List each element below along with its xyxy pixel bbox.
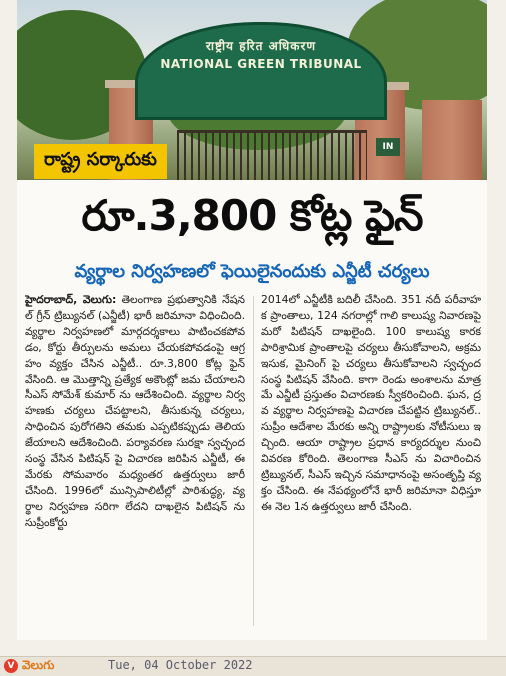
tribunal-arch-sign [135, 22, 387, 120]
velugu-logo-icon: V [4, 659, 18, 673]
column-divider [253, 296, 254, 626]
left-column-text: తెలంగాణ ప్రభుత్వానికి నేషనల్ గ్రీన్ ట్రిబ్యునల్ (ఎన్జీటీ) భారీ జరిమానా విధించింది. వ్యర్థాల నిర్వహణలో మార్గదర్శకాలు పాటించకపోవడం, కోర్టు తీర్పులను అమలు చేయకపోవడంపై ఆగ్రహం వ్యక్తం చేసిన ఎన్జీటీ.. రూ.3,800 కోట్ల ఫైన్ వేసింది. ఆ మొత్తాన్ని ప్రత్యేక అకౌంట్లో జమ చేయాలని సీఎస్ సోమేశ్ కుమార్ ను ఆదేశించింది. వ్యర్థాల నిర్వహణకు చర్యలు చేపట్టాలని, తీసుకున్న చర్యలు, సాధించిన పురోగతిని తమకు ఎప్పటికప్పుడు తెలియజేయాలని ఆదేశించింది. పర్యావరణ సురక్షా స్వచ్ఛంద సంస్థ వేసిన పిటిషన్ పై విచారణ జరిపిన ఎన్జీటీ, ఈ మేరకు సోమవారం మధ్యంతర ఉత్తర్వులు జారీ చేసింది. 1996లో మున్సిపాలిటీల్లో పారిశుద్ధ్య, వ్యర్థాల నిర్వహణ సరిగా లేదని దాఖలైన పిటిషన్ ను సుప్రీంకోర్టు [25, 293, 245, 529]
article-column-right [261, 292, 481, 637]
right-column-text: 2014లో ఎన్జీటీకి బదిలీ చేసింది. 351 నదీ పరీవాహక ప్రాంతాలు, 124 నగరాల్లో గాలి కాలుష్య నివారణపై మరో పిటిషన్ దాఖలైంది. 100 కాలుష్య కారక పారిశ్రామిక ప్రాంతాలపై చర్యలు తీసుకోవాలని, అక్రమ ఇసుక, మైనింగ్ పై చర్యలు తీసుకోవాలని స్వచ్ఛంద సంస్థ పిటిషన్ వేసింది. కాగా రెండు అంశాలను మాత్రమే ఎన్జీటీ ప్రస్తుతం విచారణకు స్వీకరించింది. ఘన, ద్రవ వ్యర్థాల నిర్వహణపై విచారణ చేపట్టిన ట్రిబ్యునల్.. సుప్రీం ఆదేశాల మేరకు అన్ని రాష్ట్రాలకు నోటీసులు ఇచ్చింది. ఆయా రాష్ట్రాల ప్రధాన కార్యదర్శుల నుంచి వివరణ కోరింది. తెలంగాణ సీఎస్ ను విచారించిన ట్రిబ్యునల్, సీఎస్ ఇచ్చిన సమాధానంపై అసంతృప్తి వ్యక్తం చేసింది. ఈ నేపథ్యంలోనే భారీ జరిమానా విధిస్తూ ఈ నెల 1న ఉత్తర్వులు జారీ చేసింది. [261, 293, 481, 513]
headline: రూ.3,800 కోట్ల ఫైన్ [81, 191, 423, 240]
arch-english-text: NATIONAL GREEN TRIBUNAL [160, 57, 362, 71]
gate-in-sign: IN [376, 138, 400, 156]
article-column-left [25, 292, 245, 637]
publication-date: Tue, 04 October 2022 [108, 658, 253, 672]
dateline: హైదరాబాద్, వెలుగు: [25, 293, 117, 306]
velugu-logo-text: వెలుగు [22, 658, 55, 672]
footer-bar [0, 656, 506, 676]
subheadline: వ్యర్థాల నిర్వహణలో ఫెయిలైనందుకు ఎన్జీటీ చర్యలు [74, 261, 430, 282]
arch-hindi-text: राष्ट्रीय हरित अधिकरण [205, 39, 317, 53]
newspaper-clipping [17, 0, 487, 640]
building-wall [422, 100, 482, 180]
section-tag: రాష్ట్ర సర్కారుకు [34, 144, 167, 179]
tribunal-photo [17, 0, 487, 180]
iron-gate [177, 130, 367, 180]
